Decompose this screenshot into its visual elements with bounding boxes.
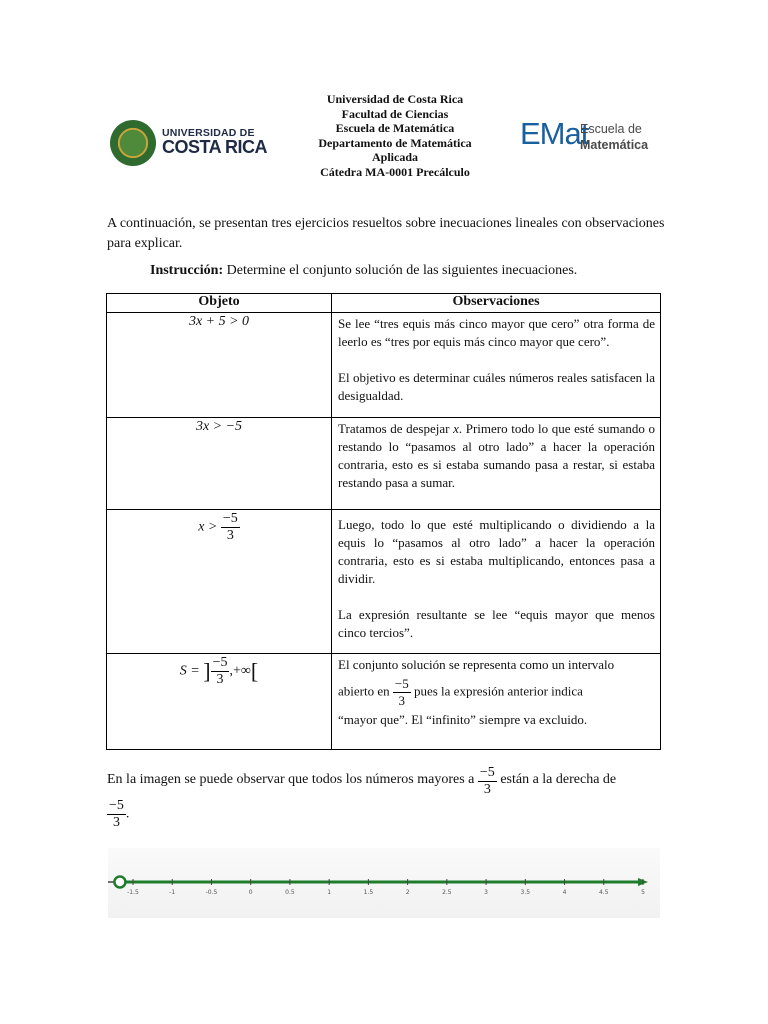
column-header-observations: Observaciones <box>332 294 661 313</box>
tick-label: 1 <box>327 889 332 896</box>
observation-text: El objetivo es determinar cuáles números reales satisfacen la desigualdad. <box>338 370 655 403</box>
tick-label: 2.5 <box>442 889 452 896</box>
tick-label: 5 <box>641 889 645 896</box>
object-cell: 3x + 5 > 0 <box>107 313 332 418</box>
header-line: Aplicada <box>371 150 418 165</box>
after-table-text <box>107 765 616 798</box>
tick-label: 3.5 <box>520 889 531 896</box>
header-line: Departamento de Matemática <box>318 135 472 150</box>
fraction <box>393 676 411 709</box>
tick-label: -1 <box>169 889 176 896</box>
fraction <box>211 655 230 688</box>
ucr-logo-line2: COSTA RICA <box>162 137 267 157</box>
fraction-numerator: −5 <box>394 676 409 691</box>
tick-label: -1.5 <box>127 889 139 896</box>
observation-text-part: pues la expresión anterior indica <box>410 683 583 699</box>
table-row <box>107 654 661 750</box>
observation-cell <box>332 510 661 654</box>
fraction <box>478 765 497 798</box>
exercise-table <box>106 293 661 750</box>
tick-label: 0 <box>248 889 253 896</box>
fraction-denominator: 3 <box>216 672 224 687</box>
emat-line1: Escuela de <box>580 122 642 136</box>
variable-x: x <box>453 421 459 436</box>
document-header <box>0 92 768 187</box>
intro-paragraph: A continuación, se presentan tres ejercicios resueltos sobre inecuaciones lineales con observaciones para explicar. <box>107 216 665 251</box>
object-prefix: S = <box>179 663 200 679</box>
header-title-block <box>300 92 490 180</box>
after-text-part: están a la derecha de <box>496 772 617 787</box>
emat-logo <box>520 116 660 156</box>
observation-text: El conjunto solución se representa como un intervalo <box>338 657 615 672</box>
table-row <box>107 418 661 510</box>
observation-text-part: Tratamos de despejar <box>338 421 454 436</box>
open-point <box>114 877 125 888</box>
header-line: Escuela de Matemática <box>335 121 455 136</box>
header-line: Facultad de Ciencias <box>341 106 449 121</box>
column-header-object: Objeto <box>107 294 332 313</box>
tick-label: 4.5 <box>598 889 609 896</box>
emat-line2: Matemática <box>580 138 649 152</box>
instruction <box>150 263 710 279</box>
after-text-part: En la imagen se puede observar que todos los números mayores a <box>107 772 478 787</box>
fraction-numerator: −5 <box>109 798 124 813</box>
emat-brand: EMat <box>520 116 589 151</box>
object-cell: S = ] $\frac{-5}{3}$ ,+∞[ <box>107 654 332 750</box>
fraction-denominator: 3 <box>398 693 406 708</box>
observation-cell <box>332 654 661 750</box>
table-row <box>107 510 661 654</box>
header-line: Universidad de Costa Rica <box>326 92 464 106</box>
observation-text <box>338 420 655 492</box>
instruction-label: Instrucción: <box>150 263 224 278</box>
period: . <box>125 806 130 822</box>
ucr-logo <box>110 120 267 168</box>
observation-text: Se lee “tres equis más cinco mayor que cero” otra forma de leerlo es “tres por equis más cinco mayor que cero”. <box>338 316 655 349</box>
number-line <box>108 848 660 918</box>
observation-text: “mayor que”. El “infinito” siempre va excluido. <box>338 712 588 727</box>
table-row <box>107 313 661 418</box>
observation-text-part: . Primero todo lo que esté sumando o restando lo “pasamos al otro lado” a hacer la operación contraria, esto es si estaba sumando pasa a restar, si estaba restando pasa a sumar. <box>338 421 656 490</box>
tick-label: -0.5 <box>205 889 218 896</box>
tick-label: 4 <box>562 889 567 896</box>
tick-label: 0.5 <box>285 889 295 896</box>
object-prefix: x > <box>198 519 218 535</box>
object-cell <box>107 510 332 654</box>
after-table-text-cont <box>107 798 129 831</box>
fraction-denominator: 3 <box>483 782 491 797</box>
observation-cell <box>332 418 661 510</box>
fraction <box>221 511 240 544</box>
ucr-logo-line1: UNIVERSIDAD DE <box>162 127 255 139</box>
number-line-image <box>108 848 660 918</box>
object-cell: 3x > −5 <box>107 418 332 510</box>
observation-text: Luego, todo lo que esté multiplicando o dividiendo a la equis lo “pasamos al otro lado” a hacer la operación contraria, esto es si estaba multiplicando, entonces pasa a dividir. <box>338 517 655 586</box>
observation-cell <box>332 313 661 418</box>
tick-label: 1.5 <box>363 889 374 896</box>
table-header-row <box>107 294 661 313</box>
tick-label: 3 <box>484 889 488 896</box>
fraction-numerator: −5 <box>212 655 228 670</box>
observation-text: La expresión resultante se lee “equis mayor que menos cinco tercios”. <box>338 607 655 640</box>
object-suffix: ,+∞ <box>229 663 251 679</box>
fraction-numerator: −5 <box>479 765 495 780</box>
header-line: Cátedra MA-0001 Precálculo <box>320 164 470 179</box>
fraction <box>107 798 126 831</box>
observation-text-part: abierto en <box>338 683 393 699</box>
fraction-numerator: −5 <box>222 511 238 526</box>
ucr-seal-icon <box>110 120 156 166</box>
fraction-denominator: 3 <box>226 528 234 543</box>
observation-text <box>338 676 655 709</box>
fraction-denominator: 3 <box>112 815 120 830</box>
instruction-text: Determine el conjunto solución de las siguientes inecuaciones. <box>223 263 578 278</box>
tick-label: 2 <box>405 889 410 896</box>
